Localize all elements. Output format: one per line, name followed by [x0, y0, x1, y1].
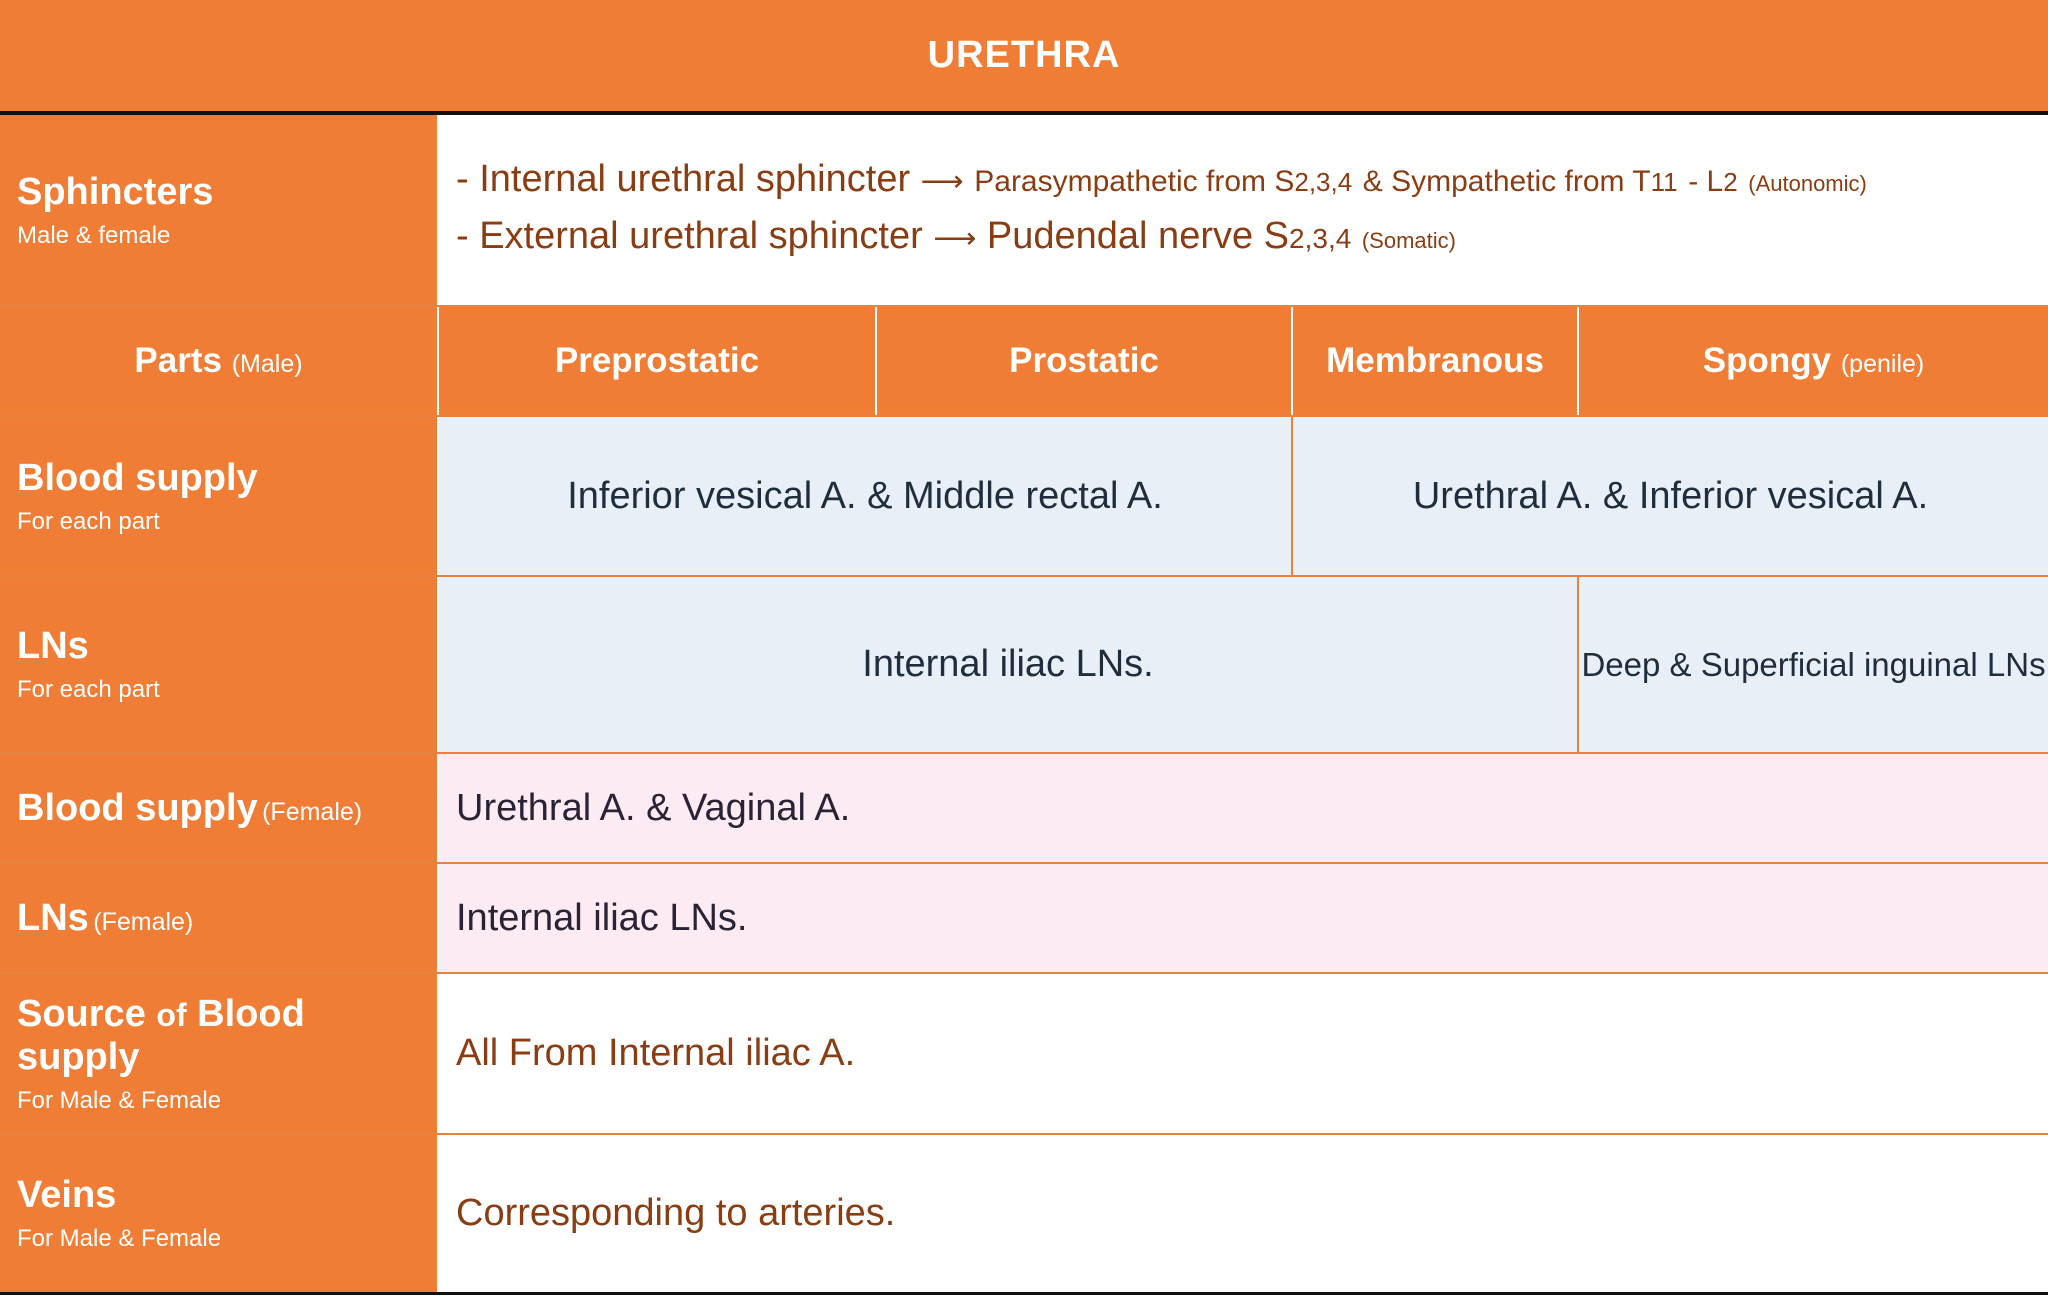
- external-type: (Somatic): [1361, 228, 1456, 253]
- arrow-icon: ⟶: [933, 222, 977, 255]
- blood-supply-female-note: (Female): [262, 797, 363, 826]
- veins-sub: For Male & Female: [17, 1224, 222, 1252]
- lns-female-note: (Female): [93, 907, 194, 936]
- veins-label: Veins: [17, 1173, 117, 1216]
- blood-supply-female-value: Urethral A. & Vaginal A.: [438, 753, 2048, 863]
- source-label: Source of Blood supply: [17, 992, 305, 1078]
- blood-supply-male-sub: For each part: [17, 507, 160, 535]
- source-sub: For Male & Female: [17, 1086, 222, 1114]
- external-sphincter-name: - External urethral sphincter: [456, 215, 923, 257]
- part-preprostatic: Preprostatic: [438, 306, 876, 416]
- blood-supply-female-label: Blood supply: [17, 786, 258, 829]
- parts-note: (Male): [231, 350, 303, 378]
- veins-row: [0, 1134, 2048, 1293]
- blood-supply-male-label: Blood supply: [17, 456, 258, 499]
- lns-male-row: [0, 576, 2048, 753]
- blood-supply-male-row: [0, 416, 2048, 576]
- sphincters-sub: Male & female: [17, 221, 171, 249]
- internal-type: (Autonomic): [1748, 171, 1867, 196]
- external-levels: 2,3,4: [1289, 223, 1352, 254]
- part-membranous: Membranous: [1292, 306, 1578, 416]
- internal-innervation: Parasympathetic from S: [974, 165, 1295, 198]
- internal-joiner: & Sympathetic from T: [1362, 165, 1651, 198]
- sphincters-row: [0, 113, 2048, 306]
- internal-sphincter-line: [456, 153, 2048, 210]
- blood-supply-female-label-cell: [0, 753, 438, 863]
- lns-female-row: [0, 863, 2048, 973]
- external-sphincter-line: [456, 210, 2048, 267]
- part-spongy-note: (penile): [1840, 350, 1925, 378]
- lns-male-label: LNs: [17, 625, 89, 667]
- internal-levels: 2,3,4: [1294, 167, 1353, 197]
- part-prostatic: Prostatic: [876, 306, 1292, 416]
- sphincters-label-cell: [0, 113, 438, 306]
- parts-label: Parts: [134, 341, 222, 380]
- sphincters-content: [438, 113, 2048, 306]
- lns-distal: Deep & Superficial inguinal LNs: [1578, 576, 2048, 753]
- blood-supply-female-row: [0, 753, 2048, 863]
- source-label-cell: [0, 973, 438, 1134]
- blood-supply-distal: Urethral A. & Inferior vesical A.: [1292, 416, 2048, 576]
- title-row: [0, 0, 2048, 113]
- internal-dash: - L: [1688, 165, 1724, 198]
- arrow-icon: ⟶: [920, 165, 964, 198]
- lns-female-label-cell: [0, 863, 438, 973]
- veins-label-cell: [0, 1134, 438, 1293]
- lns-female-label: LNs: [17, 896, 89, 939]
- sphincters-label: Sphincters: [17, 170, 214, 213]
- source-value: All From Internal iliac A.: [438, 973, 2048, 1134]
- veins-value: Corresponding to arteries.: [438, 1134, 2048, 1293]
- lns-proximal: Internal iliac LNs.: [438, 576, 1578, 753]
- blood-supply-proximal: Inferior vesical A. & Middle rectal A.: [438, 416, 1292, 576]
- parts-label-cell: [0, 306, 438, 416]
- table-title: URETHRA: [0, 0, 2048, 113]
- blood-supply-male-label-cell: [0, 416, 438, 576]
- external-innervation: Pudendal nerve S: [986, 215, 1290, 257]
- parts-row: [0, 306, 2048, 416]
- lns-male-sub: For each part: [17, 676, 160, 703]
- part-spongy: Spongy (penile): [1578, 306, 2048, 416]
- internal-level-t: 11: [1650, 167, 1678, 197]
- internal-sphincter-name: - Internal urethral sphincter: [456, 158, 911, 200]
- source-row: [0, 973, 2048, 1134]
- lns-female-value: Internal iliac LNs.: [438, 863, 2048, 973]
- internal-level-l: 2: [1723, 167, 1738, 197]
- lns-male-label-cell: [0, 576, 438, 753]
